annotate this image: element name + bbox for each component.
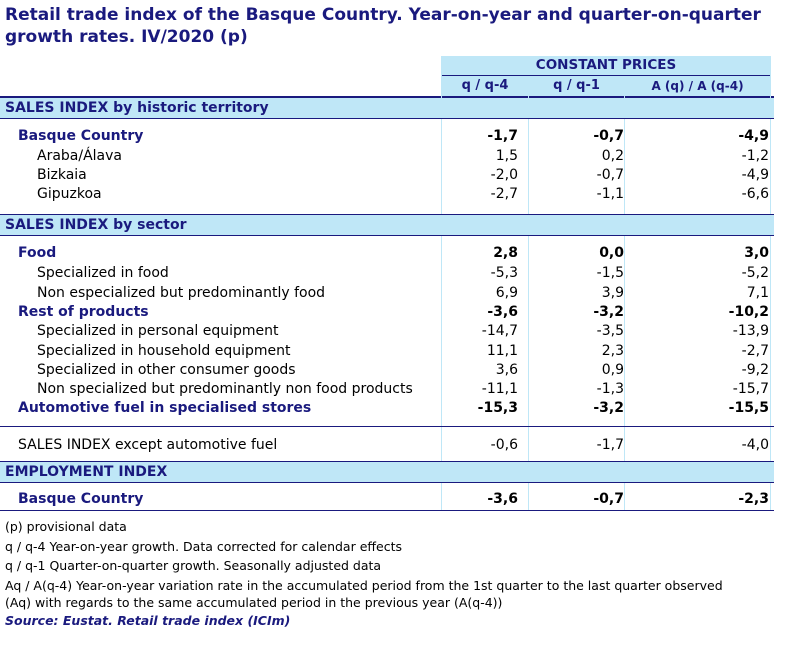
row-label: Bizkaia bbox=[37, 167, 87, 183]
footnote-provisional: (p) provisional data bbox=[5, 519, 127, 534]
column-header-q-q4: q / q-4 bbox=[442, 76, 528, 96]
cell-q-q1: -3,2 bbox=[593, 400, 624, 416]
cell-accumulated: -1,2 bbox=[741, 148, 769, 164]
cell-accumulated: -15,7 bbox=[732, 381, 769, 397]
row-label: Rest of products bbox=[18, 304, 149, 320]
cell-q-q4: -3,6 bbox=[487, 491, 518, 507]
cell-accumulated: -9,2 bbox=[741, 362, 769, 378]
row-label: Food bbox=[18, 245, 57, 261]
row-label: Non especialized but predominantly food bbox=[37, 285, 326, 301]
cell-accumulated: 7,1 bbox=[746, 285, 769, 301]
cell-q-q1: -0,7 bbox=[593, 128, 624, 144]
table-row bbox=[0, 361, 774, 380]
section-divider bbox=[0, 235, 774, 236]
cell-q-q4: 3,6 bbox=[495, 362, 518, 378]
cell-q-q4: -5,3 bbox=[490, 265, 518, 281]
cell-accumulated: -13,9 bbox=[732, 323, 769, 339]
constant-prices-header: CONSTANT PRICES bbox=[442, 56, 770, 76]
cell-q-q1: 3,9 bbox=[601, 285, 624, 301]
row-label: Automotive fuel in specialised stores bbox=[18, 400, 312, 416]
cell-accumulated: 3,0 bbox=[744, 245, 769, 261]
row-label: Specialized in household equipment bbox=[37, 343, 291, 359]
cell-accumulated: -4,0 bbox=[741, 437, 769, 453]
section-employment: EMPLOYMENT INDEX bbox=[0, 462, 774, 482]
cell-q-q4: 2,8 bbox=[493, 245, 518, 261]
cell-accumulated: -4,9 bbox=[738, 128, 769, 144]
cell-q-q1: -3,2 bbox=[593, 304, 624, 320]
column-header-q-q1: q / q-1 bbox=[529, 76, 624, 96]
cell-q-q1: -0,7 bbox=[596, 167, 624, 183]
table-row bbox=[0, 147, 774, 166]
table-row bbox=[0, 436, 774, 455]
row-label: Non specialized but predominantly non food products bbox=[37, 381, 413, 397]
row-label: Specialized in food bbox=[37, 265, 169, 281]
cell-accumulated: -15,5 bbox=[728, 400, 769, 416]
cell-q-q1: -1,7 bbox=[596, 437, 624, 453]
cell-q-q1: 0,0 bbox=[599, 245, 624, 261]
cell-q-q4: 6,9 bbox=[495, 285, 518, 301]
cell-q-q1: -0,7 bbox=[593, 491, 624, 507]
cell-q-q4: -11,1 bbox=[481, 381, 518, 397]
row-label: Basque Country bbox=[18, 128, 144, 144]
cell-q-q4: -15,3 bbox=[477, 400, 518, 416]
section-divider bbox=[0, 482, 774, 483]
cell-q-q1: -3,5 bbox=[596, 323, 624, 339]
table-row bbox=[0, 399, 774, 418]
cell-q-q1: -1,1 bbox=[596, 186, 624, 202]
cell-q-q4: 11,1 bbox=[486, 343, 518, 359]
cell-accumulated: -2,3 bbox=[738, 491, 769, 507]
footnote-q-q1: q / q-1 Quarter-on-quarter growth. Seasonally adjusted data bbox=[5, 558, 382, 573]
cell-q-q4: -14,7 bbox=[481, 323, 518, 339]
cell-accumulated: -6,6 bbox=[741, 186, 769, 202]
table-row bbox=[0, 264, 774, 283]
table-row bbox=[0, 185, 774, 204]
row-label: Gipuzkoa bbox=[37, 186, 102, 202]
table-row bbox=[0, 342, 774, 361]
cell-q-q4: -1,7 bbox=[487, 128, 518, 144]
cell-q-q1: -1,5 bbox=[596, 265, 624, 281]
cell-accumulated: -4,9 bbox=[741, 167, 769, 183]
cell-q-q4: -2,0 bbox=[490, 167, 518, 183]
table-row bbox=[0, 127, 774, 146]
section-divider bbox=[0, 426, 774, 427]
source-note: Source: Eustat. Retail trade index (ICIm) bbox=[5, 613, 291, 628]
cell-accumulated: -5,2 bbox=[741, 265, 769, 281]
footnote-q-q4: q / q-4 Year-on-year growth. Data corrected for calendar effects bbox=[5, 539, 402, 554]
section-sector: SALES INDEX by sector bbox=[0, 215, 774, 235]
column-header-accumulated: A (q) / A (q-4) bbox=[625, 76, 770, 96]
cell-q-q1: -1,3 bbox=[596, 381, 624, 397]
cell-accumulated: -10,2 bbox=[728, 304, 769, 320]
cell-q-q1: 2,3 bbox=[601, 343, 624, 359]
row-label: Specialized in other consumer goods bbox=[37, 362, 296, 378]
cell-q-q4: -3,6 bbox=[487, 304, 518, 320]
page-title: Retail trade index of the Basque Country. Year-on-year and quarter-on-quarter growth rates. IV/2020 (p) bbox=[5, 5, 761, 47]
section-divider bbox=[0, 118, 774, 119]
table-row bbox=[0, 490, 774, 509]
footnote-accumulated-line1: Aq / A(q-4) Year-on-year variation rate in the accumulated period from the 1st quarter to the last quarter observed bbox=[5, 578, 723, 593]
cell-q-q1: 0,9 bbox=[601, 362, 624, 378]
footnote-accumulated-line2: (Aq) with regards to the same accumulated period in the previous year (A(q-4)) bbox=[5, 595, 503, 610]
cell-accumulated: -2,7 bbox=[741, 343, 769, 359]
table-row bbox=[0, 166, 774, 185]
row-label: SALES INDEX except automotive fuel bbox=[18, 437, 278, 453]
table-row bbox=[0, 322, 774, 341]
table-row bbox=[0, 303, 774, 322]
table-row bbox=[0, 244, 774, 263]
cell-q-q1: 0,2 bbox=[601, 148, 624, 164]
cell-q-q4: 1,5 bbox=[495, 148, 518, 164]
section-territory: SALES INDEX by historic territory bbox=[0, 98, 774, 118]
row-label: Araba/Álava bbox=[37, 148, 123, 164]
row-label: Specialized in personal equipment bbox=[37, 323, 279, 339]
table-row bbox=[0, 380, 774, 399]
row-label: Basque Country bbox=[18, 491, 144, 507]
cell-q-q4: -0,6 bbox=[490, 437, 518, 453]
cell-q-q4: -2,7 bbox=[490, 186, 518, 202]
table-bottom-border bbox=[0, 510, 774, 511]
table-row bbox=[0, 284, 774, 303]
